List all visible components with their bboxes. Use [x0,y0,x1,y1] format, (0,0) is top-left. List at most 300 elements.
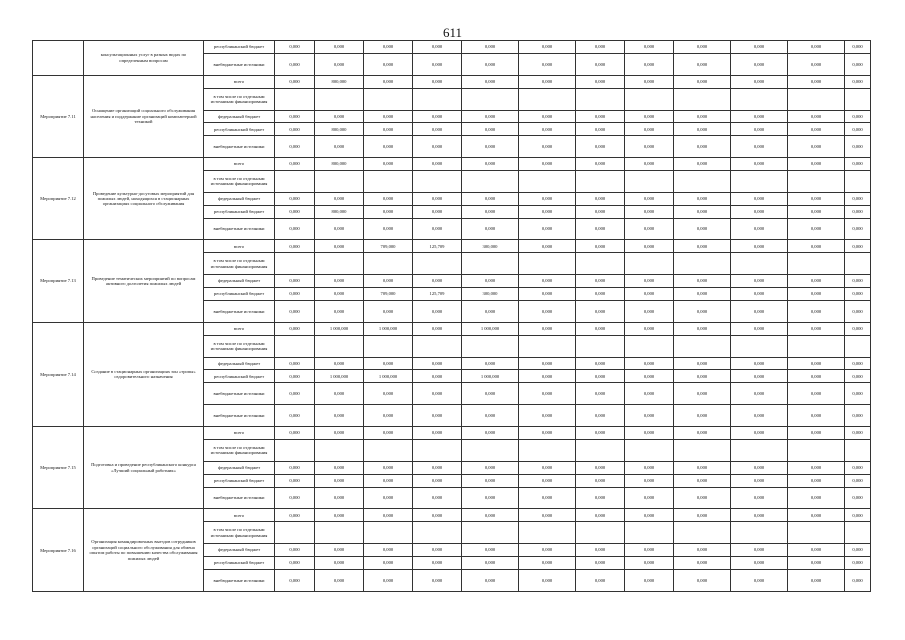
value-cell: 0,000 [364,427,413,440]
value-cell: 0,000 [413,322,462,335]
value-cell [625,253,674,275]
value-cell: 0,000 [788,474,845,487]
value-cell: 0,000 [625,75,674,88]
value-cell: 0,000 [519,275,576,288]
value-cell: 0,000 [275,205,315,218]
value-cell: 0,000 [674,557,731,570]
value-cell [315,170,364,192]
funding-source-cell: внебюджетные источники [204,300,275,322]
value-cell: 0,000 [625,427,674,440]
value-cell: 0,000 [275,75,315,88]
event-code-cell: Мероприятие 7.16 [33,509,84,592]
value-cell: 0,000 [576,288,625,301]
value-cell: 0,000 [674,474,731,487]
value-cell [731,439,788,461]
funding-source-cell: в том числе по отдельным источникам финансирования [204,335,275,357]
value-cell: 0,000 [576,53,625,75]
value-cell: 0,000 [845,405,871,427]
funding-source-cell: федеральный бюджет [204,192,275,205]
funding-source-cell: всего [204,322,275,335]
event-code-cell: Мероприятие 7.14 [33,322,84,426]
value-cell: 0,000 [462,123,519,136]
value-cell: 0,000 [625,569,674,591]
value-cell: 0,000 [519,75,576,88]
value-cell: 0,000 [576,41,625,54]
value-cell: 0,000 [788,136,845,158]
value-cell: 0,000 [462,41,519,54]
value-cell: 0,000 [576,557,625,570]
value-cell: 0,000 [625,288,674,301]
value-cell: 0,000 [413,509,462,522]
value-cell: 1 000,000 [462,370,519,383]
value-cell: 0,000 [462,383,519,405]
value-cell [625,335,674,357]
value-cell: 0,000 [576,322,625,335]
value-cell: 0,000 [413,405,462,427]
value-cell: 0,000 [625,136,674,158]
value-cell: 0,000 [788,240,845,253]
value-cell: 0,000 [845,136,871,158]
value-cell: 0,000 [364,405,413,427]
value-cell [788,88,845,110]
value-cell [674,522,731,544]
table-row [33,41,871,54]
value-cell: 0,000 [845,205,871,218]
value-cell: 0,000 [674,509,731,522]
value-cell: 0,000 [413,192,462,205]
value-cell: 0,000 [576,569,625,591]
value-cell [788,335,845,357]
value-cell: 0,000 [845,275,871,288]
value-cell: 800,000 [315,75,364,88]
value-cell: 0,000 [519,557,576,570]
event-code-cell: Мероприятие 7.15 [33,427,84,509]
funding-source-cell: внебюджетные источники [204,405,275,427]
value-cell: 0,000 [576,405,625,427]
value-cell: 0,000 [731,544,788,557]
value-cell: 0,000 [674,487,731,509]
value-cell: 0,000 [845,41,871,54]
value-cell: 0,000 [462,461,519,474]
value-cell: 0,000 [462,275,519,288]
value-cell [413,253,462,275]
value-cell: 0,000 [731,192,788,205]
value-cell: 0,000 [364,158,413,171]
value-cell: 0,000 [845,240,871,253]
value-cell [788,439,845,461]
value-cell: 0,000 [275,474,315,487]
value-cell: 0,000 [275,487,315,509]
value-cell: 300,000 [462,288,519,301]
value-cell: 0,000 [625,205,674,218]
value-cell: 0,000 [576,427,625,440]
value-cell: 0,000 [413,158,462,171]
value-cell: 0,000 [625,557,674,570]
value-cell: 0,000 [275,218,315,240]
value-cell: 0,000 [413,218,462,240]
value-cell: 0,000 [462,53,519,75]
value-cell: 0,000 [315,487,364,509]
event-code-cell: Мероприятие 7.12 [33,158,84,240]
value-cell: 0,000 [731,158,788,171]
value-cell: 0,000 [845,288,871,301]
value-cell: 0,000 [845,487,871,509]
value-cell: 300,000 [462,240,519,253]
value-cell: 0,000 [788,509,845,522]
value-cell: 0,000 [462,474,519,487]
value-cell: 0,000 [275,461,315,474]
value-cell: 1 000,000 [364,370,413,383]
value-cell [731,88,788,110]
value-cell [625,88,674,110]
value-cell: 0,000 [625,487,674,509]
value-cell: 0,000 [731,218,788,240]
funding-source-cell: федеральный бюджет [204,544,275,557]
value-cell: 0,000 [625,41,674,54]
value-cell [731,253,788,275]
value-cell [788,522,845,544]
value-cell: 0,000 [788,53,845,75]
value-cell: 0,000 [315,53,364,75]
value-cell: 0,000 [674,110,731,123]
value-cell: 0,000 [845,158,871,171]
value-cell: 125,709 [413,288,462,301]
value-cell: 0,000 [315,41,364,54]
value-cell: 0,000 [625,300,674,322]
value-cell: 0,000 [364,192,413,205]
value-cell: 0,000 [788,218,845,240]
value-cell: 0,000 [576,487,625,509]
value-cell [674,335,731,357]
value-cell: 0,000 [674,569,731,591]
value-cell: 125,709 [413,240,462,253]
event-code-cell [33,41,84,76]
value-cell [315,253,364,275]
funding-source-cell: всего [204,75,275,88]
value-cell: 0,000 [576,474,625,487]
value-cell: 0,000 [674,123,731,136]
value-cell: 0,000 [462,192,519,205]
value-cell: 0,000 [674,322,731,335]
value-cell: 0,000 [413,123,462,136]
funding-source-cell: внебюджетные источники [204,53,275,75]
value-cell: 0,000 [519,370,576,383]
funding-source-cell: федеральный бюджет [204,461,275,474]
value-cell: 0,000 [364,461,413,474]
funding-source-cell: внебюджетные источники [204,569,275,591]
value-cell: 0,000 [462,136,519,158]
value-cell: 0,000 [519,487,576,509]
funding-source-cell: в том числе по отдельным источникам финансирования [204,439,275,461]
value-cell: 0,000 [788,544,845,557]
value-cell: 0,000 [576,75,625,88]
value-cell [788,253,845,275]
value-cell: 0,000 [315,288,364,301]
value-cell: 0,000 [519,427,576,440]
event-name-cell: Проведение культурно-досуговых мероприятий для пожилых людей, находящихся в стационарных организациях социального обслуживания [84,158,204,240]
value-cell [788,170,845,192]
value-cell: 0,000 [845,383,871,405]
value-cell: 0,000 [731,569,788,591]
value-cell: 0,000 [625,474,674,487]
value-cell: 0,000 [315,569,364,591]
value-cell: 0,000 [625,158,674,171]
table-row [33,322,871,335]
value-cell [275,170,315,192]
value-cell: 0,000 [674,300,731,322]
value-cell: 0,000 [462,544,519,557]
value-cell: 0,000 [625,509,674,522]
value-cell: 0,000 [576,357,625,370]
value-cell: 0,000 [788,158,845,171]
event-name-cell: Создание в стационарных организациях зон «тропы» оздоровительного назначения [84,322,204,426]
value-cell: 0,000 [625,370,674,383]
funding-source-cell: республиканский бюджет [204,370,275,383]
value-cell: 0,000 [731,288,788,301]
value-cell: 0,000 [519,509,576,522]
value-cell [413,522,462,544]
funding-source-cell: республиканский бюджет [204,474,275,487]
value-cell [674,253,731,275]
value-cell: 0,000 [413,136,462,158]
value-cell: 0,000 [576,123,625,136]
value-cell [275,335,315,357]
value-cell: 0,000 [625,322,674,335]
funding-source-cell: федеральный бюджет [204,110,275,123]
table-row [33,158,871,171]
value-cell: 0,000 [462,158,519,171]
value-cell: 0,000 [576,509,625,522]
value-cell: 0,000 [275,192,315,205]
value-cell: 0,000 [364,474,413,487]
table-row [33,509,871,522]
value-cell: 0,000 [576,240,625,253]
value-cell: 0,000 [315,192,364,205]
value-cell [576,335,625,357]
value-cell: 0,000 [519,218,576,240]
value-cell: 0,000 [576,136,625,158]
value-cell: 0,000 [625,544,674,557]
value-cell [413,170,462,192]
value-cell: 0,000 [413,544,462,557]
value-cell: 0,000 [519,357,576,370]
value-cell: 0,000 [625,357,674,370]
value-cell: 0,000 [845,218,871,240]
value-cell [462,522,519,544]
value-cell: 0,000 [462,405,519,427]
value-cell [674,170,731,192]
value-cell: 0,000 [576,275,625,288]
value-cell: 0,000 [519,544,576,557]
funding-source-cell: в том числе по отдельным источникам финансирования [204,522,275,544]
value-cell: 0,000 [788,569,845,591]
value-cell: 0,000 [275,427,315,440]
value-cell: 0,000 [413,461,462,474]
value-cell: 0,000 [275,123,315,136]
funding-source-cell: в том числе по отдельным источникам финансирования [204,170,275,192]
value-cell: 0,000 [731,405,788,427]
value-cell: 0,000 [731,136,788,158]
funding-source-cell: всего [204,509,275,522]
value-cell: 0,000 [576,218,625,240]
value-cell: 0,000 [519,41,576,54]
value-cell: 0,000 [788,405,845,427]
value-cell: 0,000 [674,357,731,370]
value-cell: 0,000 [674,383,731,405]
value-cell: 0,000 [674,53,731,75]
funding-source-cell: республиканский бюджет [204,205,275,218]
value-cell: 0,000 [731,53,788,75]
value-cell: 0,000 [364,218,413,240]
value-cell: 0,000 [275,41,315,54]
value-cell [576,522,625,544]
value-cell: 0,000 [315,383,364,405]
value-cell: 0,000 [519,322,576,335]
value-cell: 0,000 [674,544,731,557]
value-cell: 0,000 [845,110,871,123]
value-cell: 0,000 [315,427,364,440]
value-cell [413,335,462,357]
value-cell: 0,000 [731,474,788,487]
value-cell: 0,000 [576,158,625,171]
value-cell: 0,000 [275,288,315,301]
value-cell [315,88,364,110]
value-cell: 0,000 [788,370,845,383]
event-code-cell: Мероприятие 7.13 [33,240,84,322]
value-cell: 0,000 [788,487,845,509]
value-cell [413,439,462,461]
value-cell: 0,000 [576,300,625,322]
value-cell: 0,000 [674,275,731,288]
funding-source-cell: республиканский бюджет [204,557,275,570]
value-cell: 0,000 [315,357,364,370]
value-cell [576,88,625,110]
value-cell: 0,000 [625,275,674,288]
value-cell: 0,000 [275,405,315,427]
funding-source-cell: федеральный бюджет [204,275,275,288]
value-cell: 0,000 [519,158,576,171]
value-cell: 0,000 [364,205,413,218]
value-cell: 0,000 [315,405,364,427]
value-cell: 0,000 [413,569,462,591]
value-cell: 0,000 [519,123,576,136]
value-cell: 0,000 [731,123,788,136]
value-cell [315,335,364,357]
funding-source-cell: федеральный бюджет [204,357,275,370]
value-cell: 0,000 [413,487,462,509]
event-name-cell: Оснащение организаций социального обслуживания населения и поддержание организаций компьютерной техникой [84,75,204,157]
value-cell: 0,000 [788,110,845,123]
value-cell: 0,000 [674,136,731,158]
value-cell: 0,000 [364,53,413,75]
value-cell: 1 000,000 [364,322,413,335]
value-cell: 0,000 [674,427,731,440]
value-cell: 0,000 [576,192,625,205]
value-cell: 0,000 [845,474,871,487]
value-cell: 0,000 [413,383,462,405]
value-cell: 0,000 [731,370,788,383]
value-cell: 800,000 [315,205,364,218]
value-cell [674,439,731,461]
value-cell: 0,000 [462,75,519,88]
value-cell: 800,000 [315,158,364,171]
value-cell: 0,000 [275,136,315,158]
value-cell: 0,000 [731,557,788,570]
funding-source-cell: всего [204,427,275,440]
value-cell: 0,000 [462,205,519,218]
budget-table-body [33,41,871,592]
value-cell [315,522,364,544]
value-cell: 0,000 [519,136,576,158]
value-cell: 0,000 [731,461,788,474]
value-cell: 0,000 [315,110,364,123]
value-cell: 0,000 [413,370,462,383]
value-cell: 0,000 [275,370,315,383]
value-cell: 0,000 [315,474,364,487]
value-cell: 0,000 [625,110,674,123]
value-cell: 709,000 [364,288,413,301]
page-number: 611 [442,25,463,40]
value-cell: 0,000 [462,487,519,509]
value-cell [731,170,788,192]
value-cell [845,170,871,192]
value-cell: 0,000 [845,322,871,335]
value-cell: 0,000 [674,405,731,427]
value-cell: 0,000 [788,75,845,88]
value-cell [462,253,519,275]
value-cell: 0,000 [315,300,364,322]
event-name-cell: Подготовка и проведение республиканского конкурса «Лучший социальный работник» [84,427,204,509]
value-cell: 0,000 [845,509,871,522]
value-cell: 0,000 [462,427,519,440]
value-cell: 0,000 [462,357,519,370]
value-cell: 0,000 [413,300,462,322]
value-cell: 0,000 [788,427,845,440]
value-cell: 0,000 [845,544,871,557]
value-cell [519,522,576,544]
value-cell: 0,000 [519,53,576,75]
value-cell: 0,000 [625,383,674,405]
value-cell: 0,000 [275,275,315,288]
value-cell: 1 000,000 [315,370,364,383]
value-cell: 0,000 [731,41,788,54]
value-cell: 0,000 [845,557,871,570]
value-cell: 0,000 [674,370,731,383]
value-cell [462,88,519,110]
value-cell: 0,000 [788,288,845,301]
value-cell: 0,000 [519,461,576,474]
value-cell: 0,000 [674,288,731,301]
value-cell: 0,000 [519,288,576,301]
value-cell: 0,000 [845,569,871,591]
value-cell: 0,000 [788,41,845,54]
value-cell: 0,000 [731,75,788,88]
value-cell: 0,000 [413,110,462,123]
value-cell: 0,000 [315,275,364,288]
value-cell: 0,000 [674,218,731,240]
value-cell: 0,000 [788,205,845,218]
value-cell: 0,000 [788,557,845,570]
value-cell: 0,000 [576,205,625,218]
value-cell: 0,000 [845,300,871,322]
value-cell: 0,000 [731,240,788,253]
value-cell [413,88,462,110]
value-cell [576,170,625,192]
value-cell: 0,000 [845,370,871,383]
value-cell [845,253,871,275]
value-cell: 0,000 [413,205,462,218]
event-name-cell: Проведение тематических мероприятий по вопросам активного долголетия пожилых людей [84,240,204,322]
